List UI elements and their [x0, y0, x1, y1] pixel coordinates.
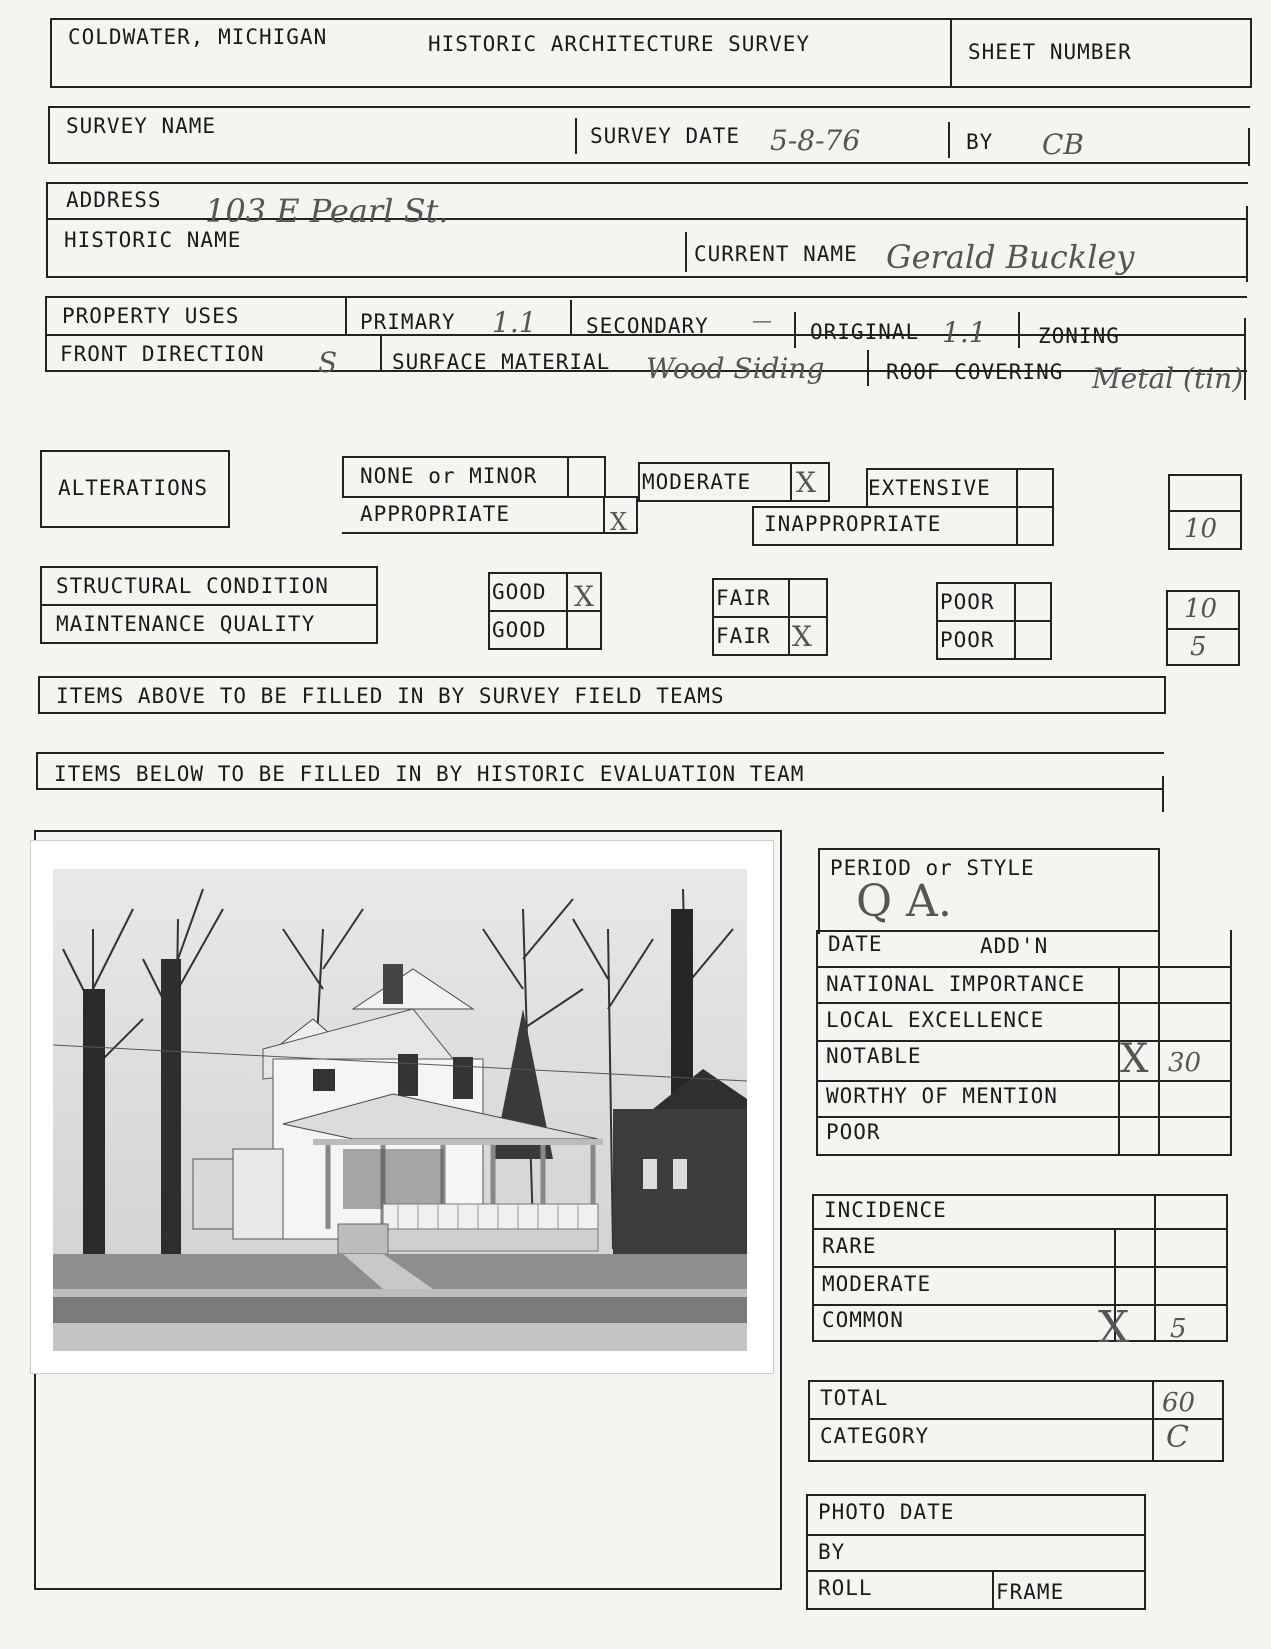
primary-label: PRIMARY [360, 310, 456, 334]
maintenance-fair-mark: X [792, 620, 812, 653]
appropriate-label: APPROPRIATE [360, 502, 511, 526]
incidence-label: INCIDENCE [824, 1198, 947, 1222]
surface-material-value: Wood Siding [646, 352, 825, 385]
historic-name-label: HISTORIC NAME [64, 228, 242, 252]
total-label: TOTAL [820, 1386, 889, 1410]
common-mark: X [1098, 1302, 1130, 1353]
worthy-of-mention-label: WORTHY OF MENTION [826, 1084, 1058, 1108]
alterations-label: ALTERATIONS [58, 476, 209, 500]
maintenance-fair-label: FAIR [716, 624, 771, 648]
address-label: ADDRESS [66, 188, 162, 212]
structural-condition-label: STRUCTURAL CONDITION [56, 574, 329, 598]
sheet-number-label: SHEET NUMBER [968, 40, 1132, 64]
alterations-score: 10 [1184, 514, 1218, 544]
category-label: CATEGORY [820, 1424, 930, 1448]
note-below: ITEMS BELOW TO BE FILLED IN BY HISTORIC EVALUATION TEAM [54, 762, 805, 786]
maintenance-poor-label: POOR [940, 628, 995, 652]
frame-label: FRAME [996, 1580, 1065, 1604]
secondary-label: SECONDARY [586, 314, 709, 338]
structural-poor-label: POOR [940, 590, 995, 614]
roll-label: ROLL [818, 1576, 873, 1600]
by-label: BY [966, 130, 994, 154]
survey-date-value: 5-8-76 [770, 124, 861, 157]
survey-name-label: SURVEY NAME [66, 114, 217, 138]
roof-covering-label: ROOF COVERING [886, 360, 1064, 384]
structural-fair-label: FAIR [716, 586, 771, 610]
property-uses-label: PROPERTY USES [62, 304, 240, 328]
original-value: 1.1 [942, 316, 987, 349]
evaluation-poor-label: POOR [826, 1120, 881, 1144]
common-label: COMMON [822, 1308, 904, 1332]
incidence-moderate-label: MODERATE [822, 1272, 932, 1296]
structural-good-label: GOOD [492, 580, 547, 604]
category-value: C [1166, 1420, 1189, 1455]
period-style-label: PERIOD or STYLE [830, 856, 1035, 880]
secondary-value: — [752, 308, 772, 332]
roof-covering-value: Metal (tin) [1092, 362, 1244, 395]
date-label: DATE [828, 932, 883, 956]
primary-value: 1.1 [492, 306, 537, 339]
structural-good-mark: X [574, 580, 594, 613]
maintenance-score: 5 [1190, 632, 1207, 662]
local-excellence-label: LOCAL EXCELLENCE [826, 1008, 1045, 1032]
front-direction-value: S [318, 346, 338, 379]
notable-score: 30 [1168, 1048, 1202, 1078]
current-name-value: Gerald Buckley [886, 238, 1135, 276]
national-importance-label: NATIONAL IMPORTANCE [826, 972, 1086, 996]
inappropriate-label: INAPPROPRIATE [764, 512, 942, 536]
surface-material-label: SURFACE MATERIAL [392, 350, 611, 374]
maintenance-good-label: GOOD [492, 618, 547, 642]
notable-label: NOTABLE [826, 1044, 922, 1068]
photo-by-label: BY [818, 1540, 846, 1564]
note-above: ITEMS ABOVE TO BE FILLED IN BY SURVEY FIELD TEAMS [56, 684, 725, 708]
common-score: 5 [1170, 1314, 1187, 1344]
rare-label: RARE [822, 1234, 877, 1258]
addn-label: ADD'N [980, 934, 1049, 958]
survey-title: HISTORIC ARCHITECTURE SURVEY [428, 32, 811, 56]
photo-date-label: PHOTO DATE [818, 1500, 955, 1524]
extensive-label: EXTENSIVE [868, 476, 991, 500]
original-label: ORIGINAL [810, 320, 920, 344]
city-label: COLDWATER, MICHIGAN [68, 25, 328, 49]
period-style-value: Q A. [856, 876, 952, 927]
current-name-label: CURRENT NAME [694, 242, 858, 266]
house-photograph [30, 840, 774, 1374]
moderate-label: MODERATE [642, 470, 752, 494]
structural-score: 10 [1184, 594, 1218, 624]
survey-date-label: SURVEY DATE [590, 124, 741, 148]
house-photo-image [53, 869, 747, 1351]
total-value: 60 [1162, 1388, 1196, 1418]
by-value: CB [1042, 128, 1084, 161]
appropriate-mark: X [610, 508, 628, 536]
zoning-label: ZONING [1038, 324, 1120, 348]
moderate-mark: X [796, 466, 816, 499]
address-value: 103 E Pearl St. [205, 192, 449, 230]
none-minor-label: NONE or MINOR [360, 464, 538, 488]
maintenance-quality-label: MAINTENANCE QUALITY [56, 612, 316, 636]
front-direction-label: FRONT DIRECTION [60, 342, 265, 366]
notable-mark: X [1120, 1036, 1149, 1082]
